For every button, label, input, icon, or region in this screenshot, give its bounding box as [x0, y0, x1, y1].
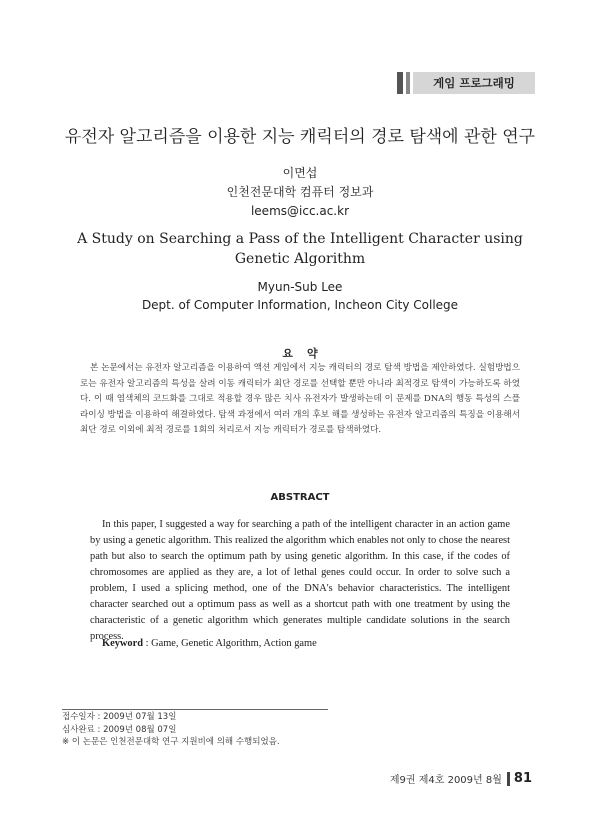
abstract-heading-korean: 요약 [282, 347, 332, 360]
author-affiliation-english: Dept. of Computer Information, Incheon City College [141, 298, 459, 312]
keyword-line [102, 638, 317, 649]
section-tag [397, 72, 535, 94]
issue-info: 제9권 제4호 2009년 8월 [389, 775, 502, 786]
title-korean: 유전자 알고리즘을 이용한 지능 캐릭터의 경로 탐색에 관한 연구 [64, 127, 536, 147]
abstract-heading-english: ABSTRACT [270, 492, 330, 503]
author-block-english [0, 278, 600, 314]
footnote-funding: ※ 이 논문은 인천전문대학 연구 지원비에 의해 수행되었음. [62, 737, 280, 747]
footnote-divider [62, 709, 328, 710]
title-english: A Study on Searching a Pass of the Intelligent Character using Genetic Algorithm [77, 231, 523, 267]
page-footer [390, 771, 532, 786]
keyword-label: Keyword [102, 638, 143, 649]
author-name-korean: 이면섭 [282, 166, 318, 180]
author-email: leems@icc.ac.kr [250, 204, 350, 218]
footnote-accepted: 심사완료 : 2009년 08월 07일 [62, 724, 177, 735]
abstract-body-english: In this paper, I suggested a way for searching a path of the intelligent character in an action game by using a genetic algorithm. This realized the algorithm which enables not only to chose the nearest path but also to search the optimum path by using genetic algorithm. In this case, if the codes of chromosomes are applied as they are, a lot of lethal genes could occur. In order to solve such a problem, I used a splicing method, one of the DNA's behavior characteristics. The intelligent character searched out a optimum pass as well as a shortcut path with one treatment by using the characteristic of a genetic algorithm which generates multiple candidate solutions in the search process. [90, 519, 510, 642]
keyword-separator: : [142, 638, 152, 649]
footnote-received: 접수일자 : 2009년 07월 13일 [62, 712, 177, 722]
keyword-values: Game, Genetic Algorithm, Action game [151, 638, 317, 649]
section-tag-label: 게임 프로그래밍 [413, 72, 535, 94]
abstract-body-korean: 본 논문에서는 유전자 알고리즘을 이용하여 액션 게임에서 지능 캐릭터의 경로 탐색 방법을 제안하였다. 실험방법으로는 유전자 알고리즘의 특성을 살려 이동 캐릭터가 최단 경로를 선택할 뿐만 아니라 최적경로 탐색이 가능하도록 하였다. 이 때 염색체의 코드화를 그대로 적용할 경우 많은 치사 유전자가 발생하는데 이 문제를 DNA의 행동 특성의 스플라이싱 방법을 이용하여 해결하였다. 탐색 과정에서 여러 개의 후보 해를 생성하는 유전자 알고리즘의 특징을 이용해서 최단 경로 이외에 최적 경로를 1회의 처리로서 지능 캐릭터가 경로를 탐색하였다. [80, 363, 520, 436]
author-block-korean [0, 164, 600, 221]
tag-bar-dark [397, 72, 403, 94]
tag-bar-light [406, 72, 410, 94]
footnotes [62, 711, 280, 749]
author-name-english: Myun-Sub Lee [257, 280, 343, 294]
footer-separator [507, 772, 510, 786]
author-affiliation-korean: 인천전문대학 컴퓨터 정보과 [226, 185, 374, 199]
page-number: 81 [513, 771, 532, 786]
